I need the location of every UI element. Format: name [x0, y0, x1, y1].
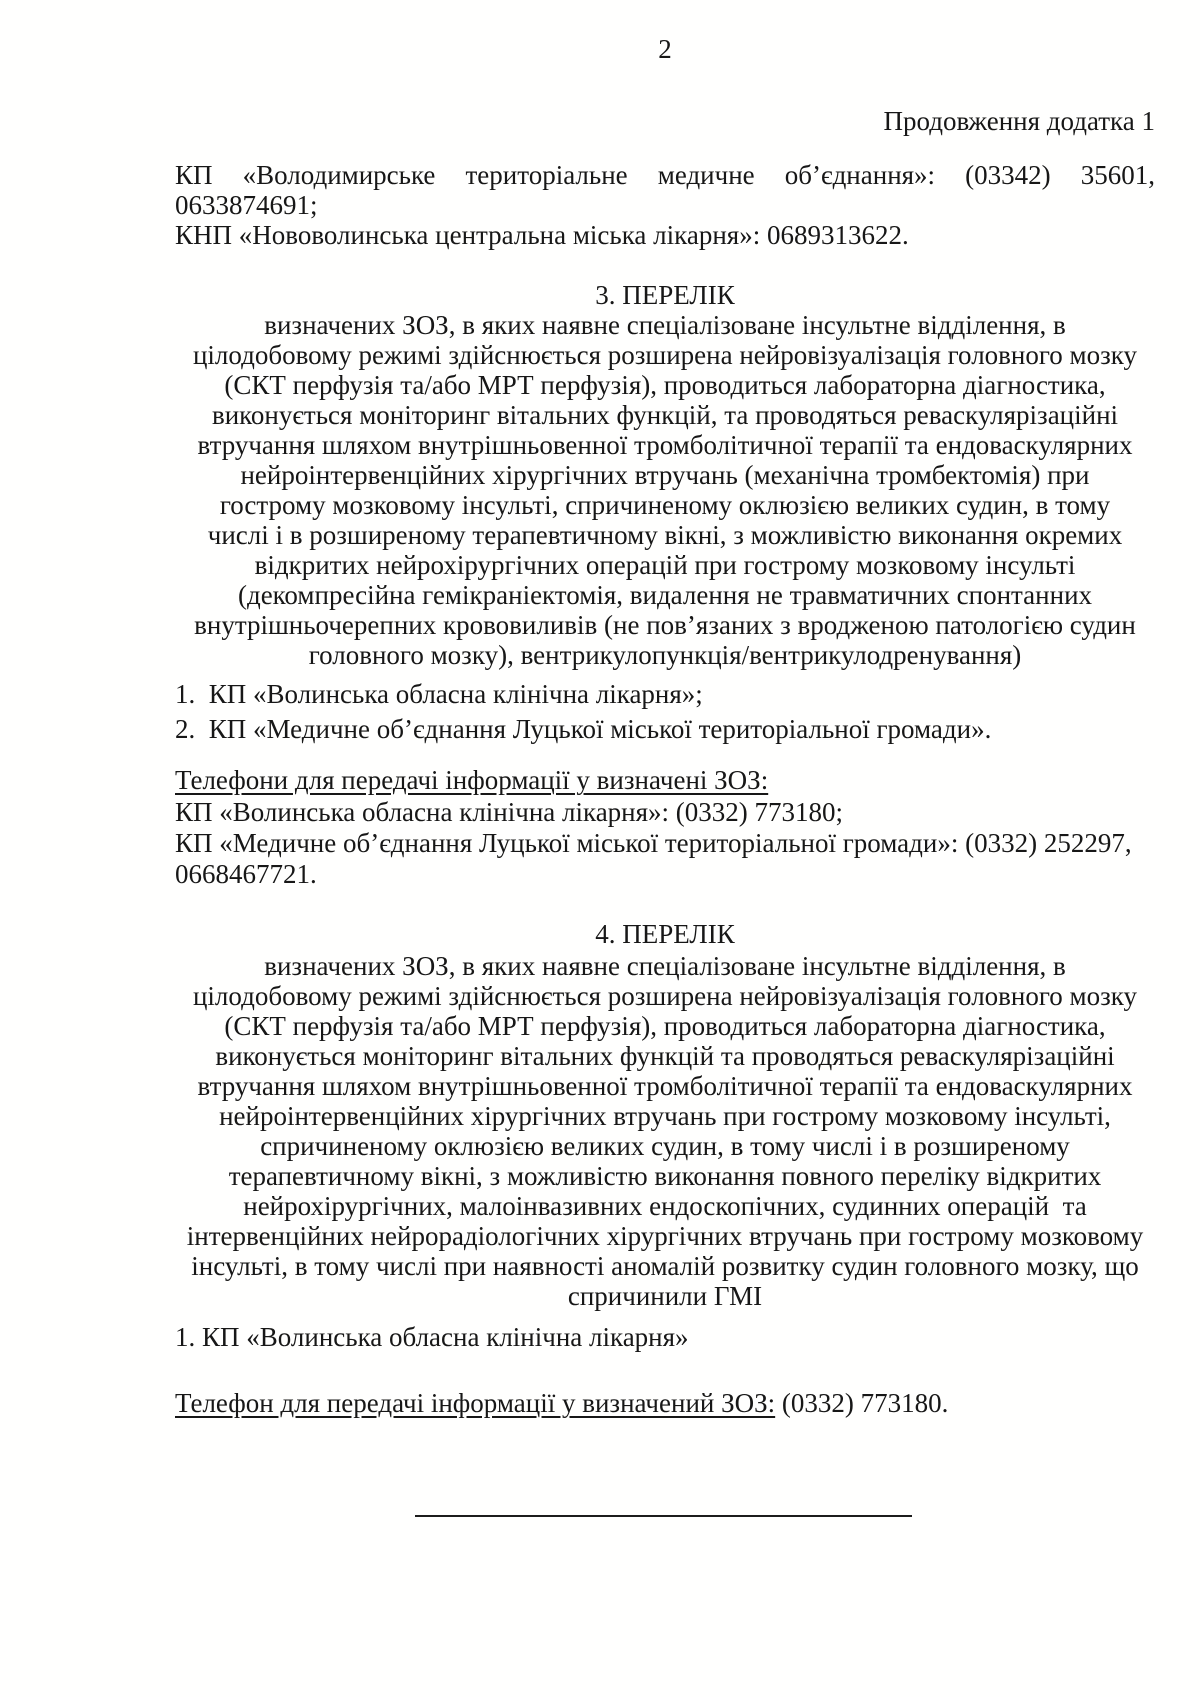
description-line: терапевтичному вікні, з можливістю виконання повного переліку відкритих [228, 1161, 1102, 1191]
description-line: внутрішньочерепних крововиливів (не пов’язаних з вродженою патологією судин [194, 610, 1136, 640]
description-line: гострому мозковому інсульті, спричиненому оклюзією великих судин, в тому [219, 490, 1111, 520]
description-line: втручання шляхом внутрішньовенної тромболітичної терапії та ендоваскулярних [197, 1071, 1133, 1101]
section3-description [175, 310, 1155, 670]
page-number: 2 [658, 34, 672, 64]
intro-line: КНП «Нововолинська центральна міська лікарня»: 0689313622. [175, 220, 909, 250]
phone-line: КП «Волинська обласна клінічна лікарня»: (0332) 773180; [175, 797, 844, 827]
description-line: виконується моніторинг вітальних функцій, та проводяться реваскулярізаційні [211, 400, 1119, 430]
phone-line: КП «Медичне об’єднання Луцької міської територіальної громади»: (0332) 252297, [175, 828, 1132, 858]
section4-title: 4. ПЕРЕЛІК [595, 919, 735, 949]
description-line: відкритих нейрохірургічних операцій при гострому мозковому інсульті [254, 550, 1076, 580]
description-line: інсульті, в тому числі при наявності аномалій розвитку судин головного мозку, що [191, 1251, 1139, 1281]
section3-phones-heading [175, 765, 1155, 795]
signature-line [415, 1515, 912, 1517]
description-line: визначених ЗОЗ, в яких наявне спеціалізоване інсультне відділення, в [264, 951, 1066, 981]
intro-paragraph [175, 160, 1155, 250]
description-line: нейроінтервенційних хірургічних втручань при гострому мозковому інсульті, [219, 1101, 1111, 1131]
description-line: спричиненому оклюзією великих судин, в тому числі і в розширеному [260, 1131, 1070, 1161]
list-item: 1. КП «Волинська обласна клінічна лікарня»; [175, 679, 703, 709]
description-line: виконується моніторинг вітальних функцій та проводяться реваскулярізаційні [215, 1041, 1115, 1071]
section4-hospital-list [175, 1322, 1155, 1352]
description-line: цілодобовому режимі здійснюється розширена нейровізуалізація головного мозку [192, 981, 1138, 1011]
phone-heading-text: Телефон для передачі інформації у визначений ЗОЗ: [175, 1388, 776, 1418]
phone-number: (0332) 773180. [775, 1388, 949, 1418]
list-item: 1. КП «Волинська обласна клінічна лікарня» [175, 1322, 689, 1352]
list-item: 2. КП «Медичне об’єднання Луцької міської територіальної громади». [175, 714, 992, 744]
continuation-note: Продовження додатка 1 [883, 106, 1155, 136]
description-line: (СКТ перфузія та/або МРТ перфузія), проводиться лабораторна діагностика, [224, 1011, 1106, 1041]
description-line: (СКТ перфузія та/або МРТ перфузія), проводиться лабораторна діагностика, [224, 370, 1106, 400]
phone-line: 0668467721. [175, 859, 317, 889]
description-line: цілодобовому режимі здійснюється розширена нейровізуалізація головного мозку [192, 340, 1138, 370]
description-line: інтервенційних нейрорадіологічних хірургічних втручань при гострому мозковому [186, 1221, 1144, 1251]
phones-heading-text: Телефони для передачі інформації у визначені ЗОЗ: [175, 765, 769, 795]
section3-phones [175, 797, 1155, 890]
description-line: числі і в розширеному терапевтичному вікні, з можливістю виконання окремих [207, 520, 1123, 550]
section3-hospital-list [175, 679, 1155, 744]
intro-line: КП «Володимирське територіальне медичне об’єднання»: (03342) 35601, [175, 160, 1155, 190]
description-line: нейроінтервенційних хірургічних втручань (механічна тромбектомія) при [240, 460, 1090, 490]
description-line: втручання шляхом внутрішньовенної тромболітичної терапії та ендоваскулярних [197, 430, 1133, 460]
description-line: визначених ЗОЗ, в яких наявне спеціалізоване інсультне відділення, в [264, 310, 1066, 340]
intro-line: 0633874691; [175, 190, 318, 220]
description-line: спричинили ГМІ [567, 1281, 763, 1311]
section4-phone [175, 1388, 1155, 1418]
section4-description [175, 951, 1155, 1311]
description-line: головного мозку), вентрикулопункція/вентрикулодренування) [308, 640, 1022, 670]
description-line: (декомпресійна гемікраніектомія, видалення не травматичних спонтанних [237, 580, 1093, 610]
description-line: нейрохірургічних, малоінвазивних ендоскопічних, судинних операцій та [243, 1191, 1087, 1221]
section3-title: 3. ПЕРЕЛІК [595, 280, 735, 310]
